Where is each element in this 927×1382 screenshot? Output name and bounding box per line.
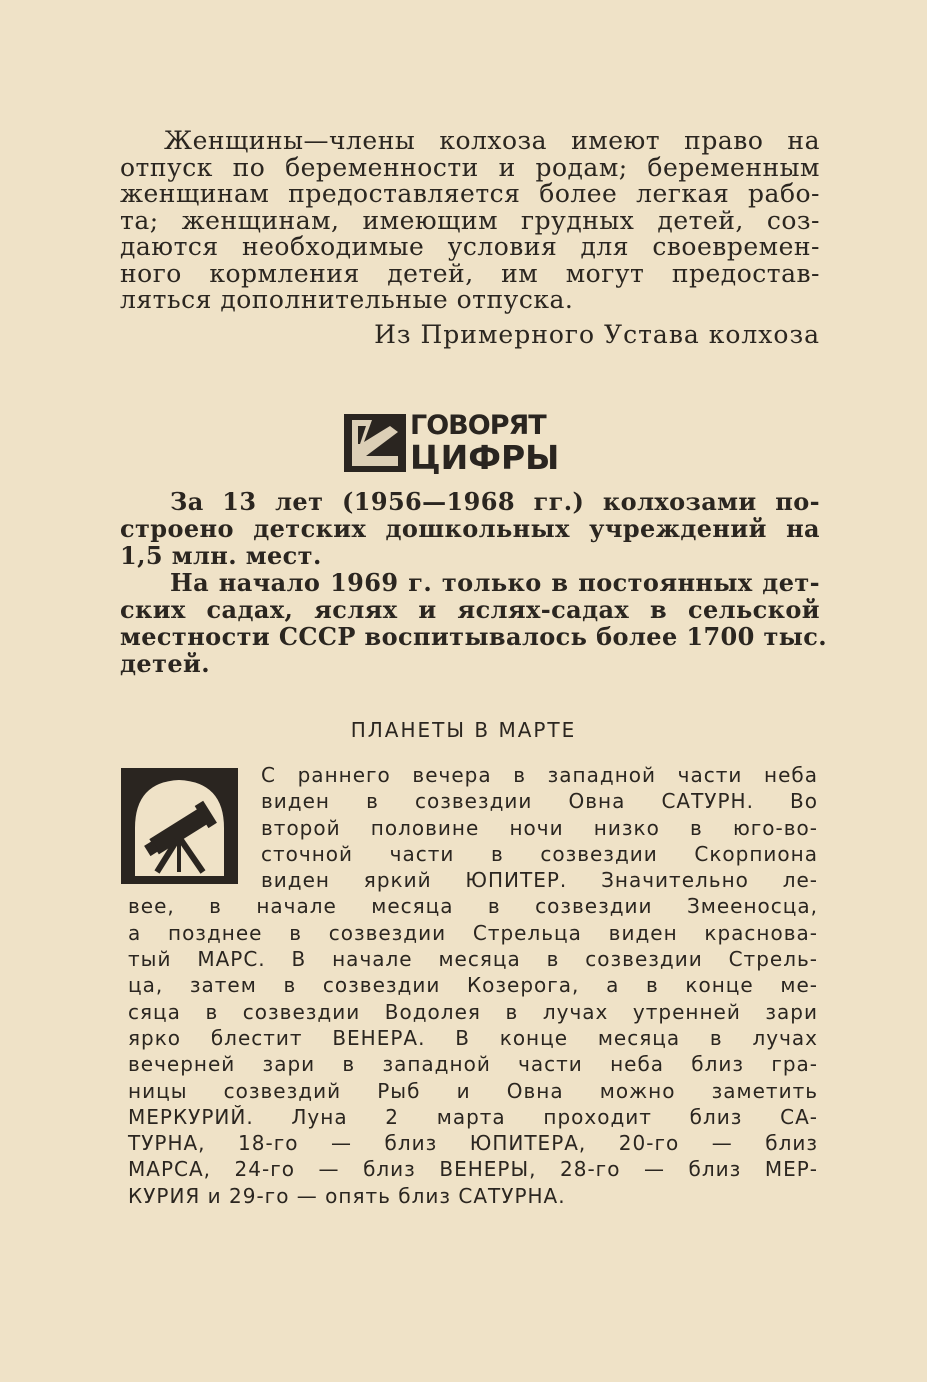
quote-line: та; женщинам, имеющим грудных детей, соз- bbox=[120, 205, 820, 235]
planets-paragraph bbox=[128, 762, 818, 1209]
planets-line: виден в созвездии Овна САТУРН. Во bbox=[261, 789, 818, 814]
planets-line: виден яркий ЮПИТЕР. Значительно ле- bbox=[261, 868, 818, 893]
stats-line: 1,5 млн. мест. bbox=[120, 541, 322, 570]
quote-line: Женщины—члены колхоза имеют право на bbox=[164, 126, 820, 155]
quote-paragraph bbox=[120, 128, 820, 350]
stats-line: местности СССР воспитывалось более 1700 тыс. bbox=[120, 622, 828, 651]
planets-line: тый МАРС. В начале месяца в созвездии Стрель- bbox=[128, 947, 818, 972]
stats-line: ских садах, яслях и яслях-садах в сельской bbox=[120, 595, 820, 624]
stats-line: На начало 1969 г. только в постоянных дет- bbox=[170, 568, 820, 597]
stats-line: За 13 лет (1956—1968 гг.) колхозами по- bbox=[170, 487, 820, 516]
quote-line: отпуск по беременности и родам; беременным bbox=[120, 152, 820, 182]
quote-line: ляться дополнительные отпуска. bbox=[120, 285, 574, 314]
heading-line-1: ГОВОРЯТ bbox=[410, 410, 546, 441]
planets-line: МЕРКУРИЙ. Луна 2 марта проходит близ СА- bbox=[128, 1104, 818, 1129]
planets-line: сточной части в созвездии Скорпиона bbox=[261, 841, 818, 866]
planets-line: ТУРНА, 18-го — близ ЮПИТЕРА, 20-го — близ bbox=[128, 1131, 818, 1156]
planets-line: второй половине ночи низко в юго-во- bbox=[261, 815, 818, 840]
stats-line: детей. bbox=[120, 649, 210, 678]
planets-line: ца, затем в созвездии Козерога, а в конце ме- bbox=[128, 973, 818, 998]
quote-line: женщинам предоставляется более легкая рабо- bbox=[120, 179, 820, 208]
quote-line: ного кормления детей, им могут предостав- bbox=[120, 258, 820, 288]
planets-line: С раннего вечера в западной части неба bbox=[261, 763, 818, 787]
quote-source: Из Примерного Устава колхоза bbox=[374, 319, 820, 349]
planets-line: сяца в созвездии Водолея в лучах утренней зари bbox=[128, 999, 818, 1024]
planets-line: ярко блестит ВЕНЕРА. В конце месяца в лучах bbox=[128, 1025, 818, 1050]
planets-line: а позднее в созвездии Стрельца виден красновa- bbox=[128, 920, 818, 945]
planets-line: КУРИЯ и 29-го — опять близ САТУРНА. bbox=[128, 1183, 566, 1208]
quote-line: даются необходимые условия для своевремен- bbox=[120, 232, 820, 261]
stats-paragraph bbox=[120, 487, 828, 678]
heading-line-2: ЦИФРЫ bbox=[410, 438, 560, 477]
section-heading-logo bbox=[344, 410, 590, 477]
planets-line: вечерней зари в западной части неба близ гра- bbox=[128, 1052, 818, 1077]
numbers-logo-mark-icon bbox=[344, 414, 406, 472]
planets-line: ницы созвездий Рыб и Овна можно заметить bbox=[128, 1078, 818, 1103]
planets-line: МАРСА, 24-го — близ ВЕНЕРЫ, 28-го — близ МЕР- bbox=[128, 1157, 818, 1182]
planets-line: вее, в начале месяца в созвездии Змееносца, bbox=[128, 894, 818, 919]
stats-line: строено детских дошкольных учреждений на bbox=[120, 514, 820, 543]
planets-title: ПЛАНЕТЫ В МАРТЕ bbox=[350, 718, 577, 742]
